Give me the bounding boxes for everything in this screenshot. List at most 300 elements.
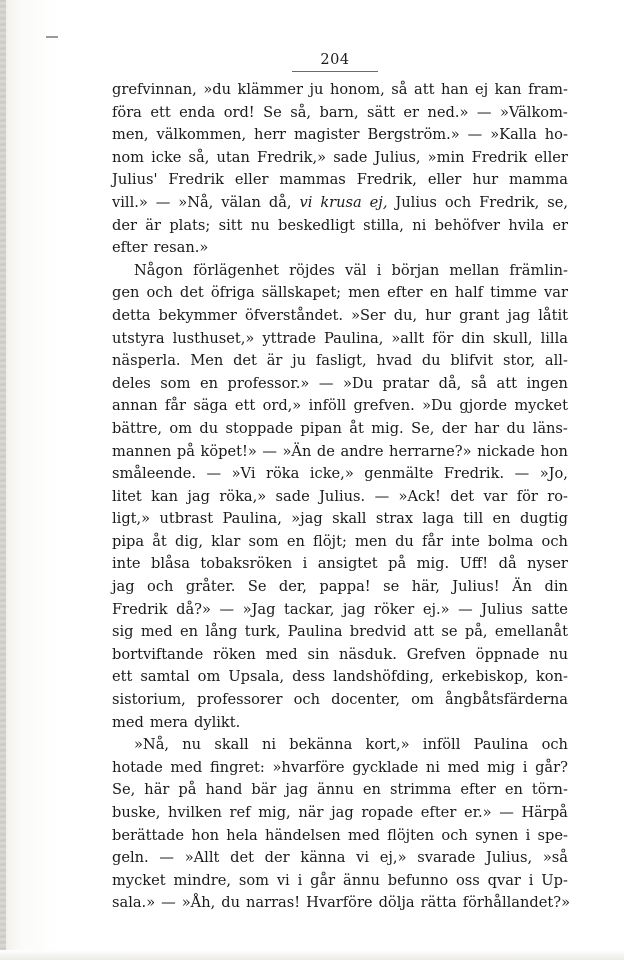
word: — [206,465,222,483]
word: då, [268,193,292,211]
word: får [164,397,187,415]
text-line [112,576,568,599]
word: hvilken [168,804,222,821]
word: laga [422,510,454,528]
word: Julius' [112,171,158,189]
word: — [159,849,174,867]
word: »Jag [242,600,276,618]
word: låtit [538,306,568,324]
word: på [176,442,195,460]
word: kort,» [365,736,410,754]
word: ro- [547,487,568,505]
word: »Jo, [539,465,568,483]
word: Julius, [374,148,421,166]
word: nyser [527,555,568,573]
word: röka,» [219,487,267,505]
word: magister [294,126,360,144]
word: hur [425,306,452,324]
word: flöjten [387,826,435,844]
word: Fredrik. [443,465,505,483]
word: röka [266,465,300,483]
word: en [362,781,381,799]
word: dugtig [519,510,568,528]
word: satte [531,600,568,618]
word: jag [285,781,308,799]
word: synen [475,826,519,844]
word: — [476,103,492,121]
word: sistorium, [112,691,186,709]
text-line [112,779,568,802]
word: så [391,81,408,98]
word: icke [151,148,182,166]
word: får [422,532,444,550]
word: nom [112,148,145,166]
word: vi [356,849,370,867]
word: ligt,» [112,510,151,528]
word: herrarne?» [389,442,472,460]
word: professor.» [227,374,310,392]
word: strax [375,510,414,528]
word: och [147,578,174,596]
word: i [376,261,382,279]
word: ref [229,804,251,821]
word: Fredrik [471,148,528,166]
word: fingret: [209,758,265,776]
word: klar [211,532,241,550]
word: »Allt [184,849,220,867]
word: ej.» [422,600,450,618]
word: kon- [535,668,568,686]
word: dylikt. [193,713,241,731]
text-line [112,802,568,825]
word: med [265,645,298,663]
word: här [144,781,170,799]
word: gen [112,284,140,302]
word: röker [374,600,415,618]
word: hvad [376,352,413,370]
word: Up- [541,871,568,889]
word: främlin- [509,261,568,279]
word: all- [544,352,568,370]
word: »Nå, [134,736,170,754]
word: jag [342,600,366,618]
word: nu [182,736,202,754]
word: Paulina, [324,329,384,347]
word: bättre, [112,419,163,437]
word: lång [205,623,238,641]
word: mycket [514,397,568,415]
word: — [318,374,334,392]
word: Paulina, [222,510,282,528]
word: ord,» [262,397,302,415]
word: ho- [544,126,568,144]
word: var [544,284,568,302]
text-line [112,531,568,554]
word: du, [393,306,418,324]
word: en [179,623,198,641]
word: efter [420,804,457,821]
word: landshöfding, [333,668,434,686]
word: grant [459,306,500,324]
word: med [348,826,380,844]
word: att [414,81,435,98]
word: dölja [378,894,415,912]
word: eller [534,148,568,166]
text-line [112,486,568,509]
word: att [496,374,517,392]
word: lusthuset,» [172,329,255,347]
word: som [238,871,269,889]
word: Bergström.» [367,126,460,144]
word: ännu [343,871,380,889]
text-line [112,237,568,260]
word: herr [254,126,287,144]
word: så [470,374,488,392]
word: ett [234,397,256,415]
word: resan.» [153,239,209,257]
text-line [112,418,568,441]
page-binding-edge [0,0,6,960]
word: Uff! [459,555,489,573]
word: Fredrik [112,600,168,618]
word: och [293,691,320,709]
word: en [286,532,305,550]
text-line [112,102,568,125]
word: mig [487,758,516,776]
word: om [169,419,193,437]
word: ännu [316,781,354,799]
word: du [221,894,240,912]
word: när [298,804,324,821]
word: fram- [528,81,568,98]
word: är [266,352,283,370]
word: ni [412,216,427,234]
word: ni [261,736,277,754]
word: med [447,758,480,776]
text-line [112,599,568,622]
word: ropade [361,804,414,821]
word: ej, [369,193,388,211]
word: spe- [537,826,568,844]
word: »Åh, [181,894,216,912]
word: början [391,261,440,279]
word: »allt [391,329,425,347]
word: skall [332,510,367,528]
word: i [528,871,534,889]
word: mig. [416,555,450,573]
word: se, [547,193,568,211]
word: »Kalla [490,126,537,144]
word: der [264,849,290,867]
word: der, [278,578,307,596]
word: buske, [112,804,161,821]
word: och [541,532,568,550]
word: er.» [463,804,492,821]
word: med [140,623,173,641]
text-line [112,508,568,531]
word: inföll [422,736,461,754]
word: hvila [508,216,545,234]
word: då [498,555,517,573]
word: för [432,329,454,347]
word: öfverståndet. [245,306,343,324]
word: sala.» [112,894,156,912]
word: »Du [342,374,374,392]
word: hela [226,826,258,844]
word: berättade [112,826,185,844]
word: näsduk. [339,645,397,663]
word: en [429,284,448,302]
word: Men [190,352,224,370]
word: röken [213,645,256,663]
word: behöfver [434,216,501,234]
word: enda [179,103,216,121]
word: fasligt, [315,352,367,370]
word: samtal [140,668,190,686]
word: Paulina [287,623,343,641]
word: Upsala, [228,668,285,686]
word: om [411,691,434,709]
word: går [310,871,336,889]
text-line [112,169,568,192]
word: som [248,532,279,550]
word: Se [247,578,267,596]
word: det [450,487,475,505]
word: hotade [112,758,163,776]
word: och [146,284,173,302]
word: blifvit [450,352,494,370]
word: så, [290,103,312,121]
text-line [112,350,568,373]
word: och [441,826,468,844]
word: Härpå [521,804,568,821]
word: tobaksröken [200,555,293,573]
text-line [112,757,568,780]
word: — [262,442,277,460]
word: kan [151,487,179,505]
word: en [199,374,218,392]
word: du [395,532,414,550]
word: men, [112,126,149,144]
word: »Ack! [398,487,441,505]
word: säga [193,397,228,415]
word: sitt [218,216,243,234]
word: bär [251,781,277,799]
word: »hvarföre [272,758,345,776]
word: tackar, [284,600,335,618]
word: ingen [526,374,568,392]
word: då?» [176,600,211,618]
word: qvar [487,871,521,889]
word: din [544,578,568,596]
word: bolma [488,532,534,550]
word: väl [344,261,367,279]
word: Fredrik, [479,193,540,211]
word: föra [112,103,142,121]
word: i [302,555,308,573]
word: förlägenhet [193,261,279,279]
word: — [219,600,235,618]
word: jag [112,578,135,596]
word: befunno [387,871,449,889]
word: du [421,352,441,370]
word: på [178,781,197,799]
text-line [112,192,568,215]
word: jag [507,306,531,324]
word: ju [292,352,307,370]
page-number-rule [292,71,378,72]
word: plats; [169,216,211,234]
word: på, [464,623,488,641]
word: sällskapet; [261,284,342,302]
text-line [112,79,568,102]
word: »så [542,849,568,867]
word: i [522,758,528,776]
word: »Nå, [178,193,214,211]
word: sade [333,148,368,166]
word: flöjt; [313,532,347,550]
word: det [179,284,204,302]
word: efter [112,239,148,257]
word: det [230,849,254,867]
word: som [160,374,191,392]
word: mig, [258,804,291,821]
word: — [155,193,171,211]
word: Julius, [486,849,533,867]
word: röjdes [289,261,335,279]
word: ett [112,668,133,686]
word: nu [549,645,568,663]
word: öfriga [210,284,255,302]
word: geln. [112,849,149,867]
word: lilla [540,329,568,347]
word: bredvid [349,623,407,641]
word: om [197,668,221,686]
word: Fredrik, [356,171,417,189]
word: professorer [196,691,283,709]
word: ju [309,81,324,98]
word: bekänna [289,736,353,754]
word: vi [276,871,290,889]
word: mera [149,713,188,731]
text-line [112,870,568,893]
text-line [112,712,568,735]
word: han [440,81,469,98]
word: Julius [481,600,523,618]
word: hand [205,781,243,799]
word: nu [250,216,270,234]
word: då, [438,374,462,392]
word: ett [150,103,171,121]
word: turk, [244,623,281,641]
word: stor, [502,352,536,370]
word: de [316,442,335,460]
word: bortviftande [112,645,204,663]
word: du [199,419,219,437]
word: gjorde [459,397,508,415]
word: Fredrik [168,171,224,189]
word: en [504,781,523,799]
word: utan [216,148,250,166]
word: »Än [282,442,312,460]
word: törn- [531,781,568,799]
word: se [441,623,458,641]
word: efter [460,781,496,799]
word: hur [472,171,499,189]
text-line [112,621,568,644]
text-line [112,395,568,418]
word: »Ser [351,306,386,324]
word: ej,» [379,849,407,867]
text-line [112,147,568,170]
word: inföll [308,397,347,415]
word: mig. [371,419,404,437]
word: barn, [319,103,359,121]
word: — [467,126,483,144]
word: jag [331,804,354,821]
word: oss [456,871,480,889]
word: en [492,510,511,528]
word: Någon [134,261,183,279]
word: — [499,804,514,821]
text-line [112,124,568,147]
word: yttrade [262,329,316,347]
word: har [474,419,500,437]
word: pappa! [319,578,371,596]
word: sade [275,487,310,505]
word: Än [512,578,533,596]
word: andre [340,442,384,460]
word: åt [349,419,364,437]
word: deles [112,374,151,392]
word: se [383,578,400,596]
word: och [444,193,472,211]
word: skull, [492,329,533,347]
word: eller [234,171,269,189]
word: men [355,532,387,550]
text-line [112,463,568,486]
word: ord! [223,103,255,121]
word: genmälte [364,465,434,483]
word: åt [152,532,167,550]
text-line [112,260,568,283]
word: sig [112,623,134,641]
word: svarade [417,849,476,867]
word: Grefven [406,645,466,663]
word: der [441,419,467,437]
word: med [170,758,203,776]
word: kan [494,81,522,98]
word: eller [427,171,462,189]
text-line [112,892,568,915]
word: — [514,465,530,483]
word: näsperla. [112,352,181,370]
word: ansigtet [317,555,378,573]
word: för [516,487,538,505]
word: Hvarföre [306,894,373,912]
word: går? [535,758,568,776]
word: på [388,555,407,573]
word: vi [299,193,313,211]
word: köpet!» [200,442,257,460]
word: dess [292,668,326,686]
word: Fredrik,» [256,148,327,166]
word: i [525,826,531,844]
word: jag [187,487,210,505]
word: inte [112,555,141,573]
word: mindre, [173,871,231,889]
word: er [552,216,568,234]
